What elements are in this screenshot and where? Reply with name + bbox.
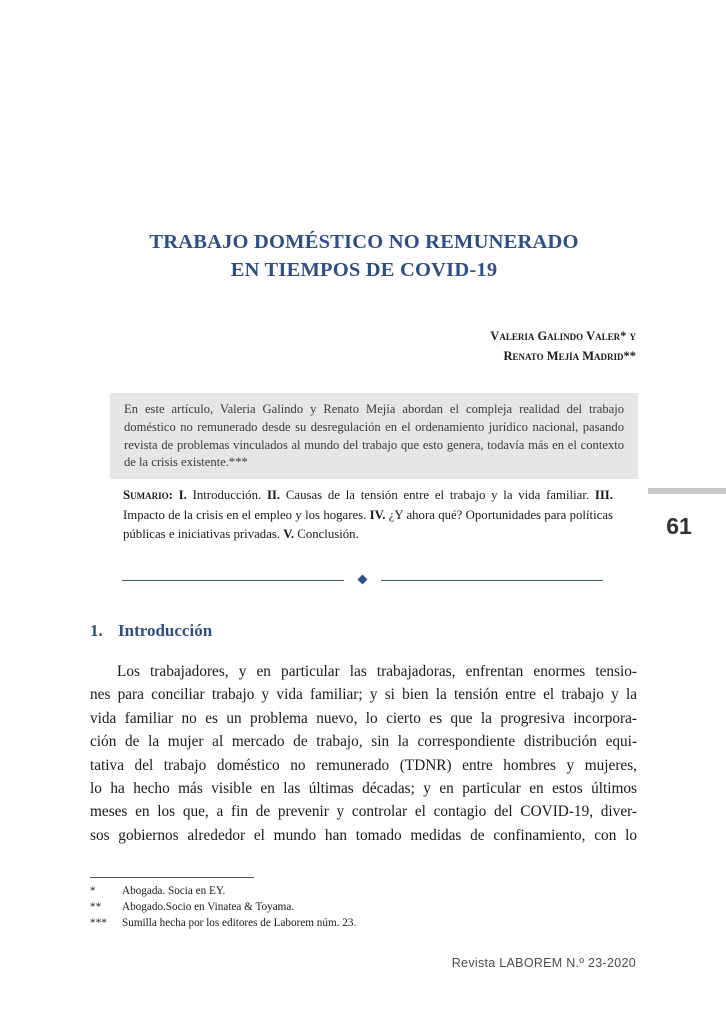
footnote [90,915,356,931]
body-line: tativa del trabajo doméstico no remunerado (TDNR) entre hombres y mujeres, [90,756,637,774]
abstract-box: En este artículo, Valeria Galindo y Renato Mejía abordan el compleja realidad del trabajo doméstico no remunerado desde su desregulación en el ordenamiento jurídico nacional, pasando revista de problemas vinculados al mundo del trabajo que esto genera, todavía más en el contexto de la crisis existente.*** [110,393,638,479]
section-number: 1. [90,621,103,640]
body-line: Los trabajadores, y en particular las trabajadoras, enfrentan enormes tensio- [117,663,637,680]
footnote [90,883,356,899]
summary-item-number: V. [283,527,295,542]
summary-label: Sumario: [123,488,173,502]
title-line-2: EN TIEMPOS DE COVID-19 [230,259,498,281]
page-tab-bar [648,488,726,494]
footnote-mark: ** [90,901,102,913]
footnote-separator [90,877,254,878]
summary-item-text: Introducción. [192,488,262,502]
summary-item-number: I. [178,488,187,502]
divider-diamond-icon [358,575,368,585]
author-2: Renato Mejía Madrid** [503,349,636,363]
footnote-text: Abogada. Socia en EY. [122,885,226,897]
divider-right [381,580,603,581]
summary-item-number: II. [266,488,281,502]
summary-item-number: IV. [369,507,386,522]
title-line-1: TRABAJO DOMÉSTICO NO REMUNERADO [149,231,579,253]
body-line: nes para conciliar trabajo y vida familiar; y si bien la tensión entre el trabajo y la [90,686,637,704]
footnote-text: Abogado.Socio en Vinatea & Toyama. [122,901,295,913]
article-title [90,228,638,284]
body-line: ción de la mujer al mercado de trabajo, sin la correspondiente distribución equi- [90,733,637,751]
page-number: 61 [666,513,692,539]
footnote-mark: * [90,885,96,897]
body-line: meses en los que, a fin de prevenir y controlar el contagio del COVID-19, diver- [90,803,637,821]
body-line: sos gobiernos alrededor el mundo han tomado medidas de confinamiento, con lo [90,826,637,844]
body-line: vida familiar no es un problema nuevo, lo cierto es que la progresiva incorpora- [90,709,637,727]
section-heading [90,621,212,641]
section-title: Introducción [118,621,213,640]
summary-item-text: Impacto de la crisis en el empleo y los hogares. [123,507,367,522]
body-paragraph [90,660,637,847]
summary-item-number: III. [594,488,613,502]
footnote-text: Sumilla hecha por los editores de Laborem núm. 23. [122,917,357,929]
body-line: lo ha hecho más visible en las últimas décadas; y en particular en estos últimos [90,780,637,798]
footnotes [90,883,356,931]
summary-item-text: Causas de la tensión entre el trabajo y la vida familiar. [285,488,590,502]
summary [123,486,613,545]
journal-footer: Revista LABOREM N.º 23-2020 [451,956,636,970]
authors [490,326,636,366]
summary-item-text: ¿Y ahora qué? Oportunidades para políticas públicas e iniciativas privadas. [123,507,613,542]
divider-left [122,580,344,581]
footnote-mark: *** [90,917,107,929]
footnote [90,899,356,915]
summary-item-text: Conclusión. [297,527,359,542]
author-1: Valeria Galindo Valer* y [490,329,636,343]
